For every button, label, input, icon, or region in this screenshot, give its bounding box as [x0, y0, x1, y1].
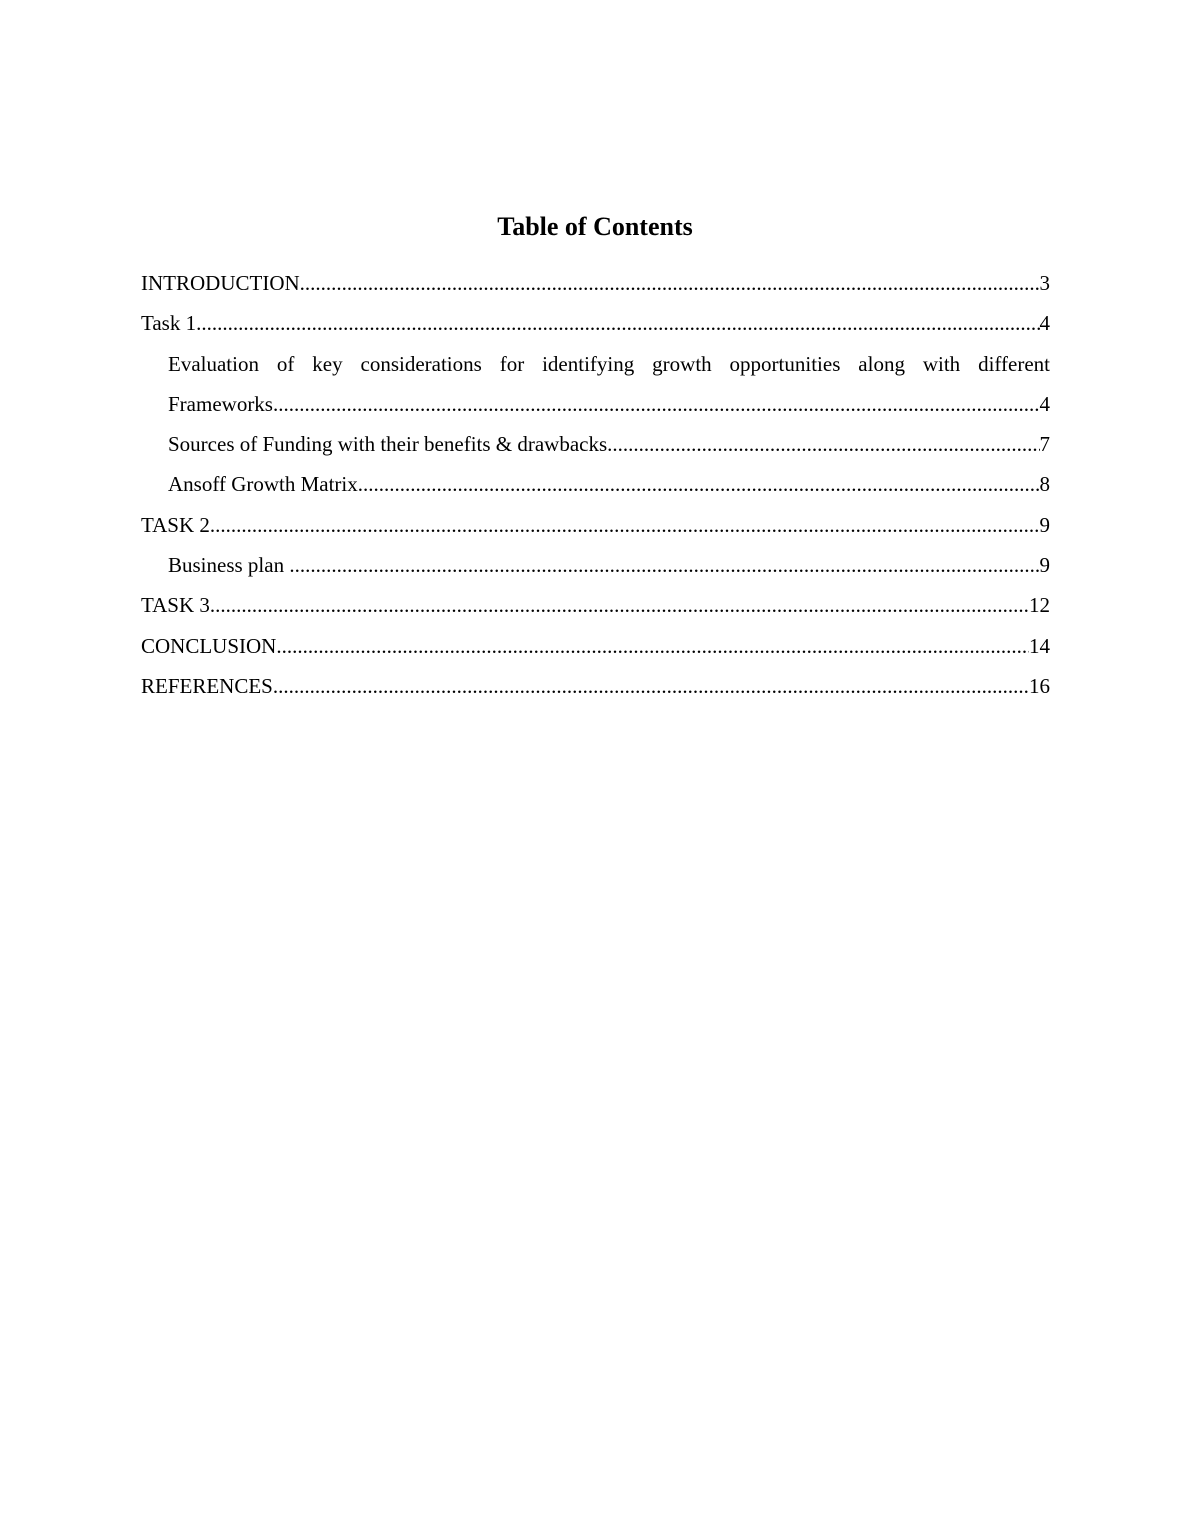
toc-entry-text: Task 1: [141, 311, 197, 336]
toc-dot-leader: [276, 626, 1029, 666]
toc-entry-ansoff-growth-matrix[interactable]: [141, 464, 1050, 504]
toc-page-number: 8: [1039, 472, 1050, 497]
toc-page-number: 12: [1029, 593, 1050, 618]
toc-dot-leader: [358, 464, 1040, 504]
toc-entry-task-1[interactable]: [141, 303, 1050, 343]
toc-page-number: 3: [1039, 271, 1050, 295]
toc-entry-text: TASK 2: [141, 512, 210, 537]
toc-dot-leader: [273, 666, 1029, 706]
toc-entry-text-line2: Frameworks: [168, 391, 273, 416]
toc-entry-text: REFERENCES: [141, 673, 273, 698]
toc-dot-leader: [210, 585, 1029, 625]
toc-dot-leader: [300, 263, 1040, 303]
toc-title: Table of Contents: [497, 212, 693, 241]
toc-entry-text: CONCLUSION: [141, 633, 277, 658]
toc-entry-business-plan[interactable]: [141, 545, 1050, 585]
toc-entry-introduction[interactable]: [141, 263, 1050, 303]
toc-entry-line2: [168, 384, 1050, 424]
toc-entry-evaluation-frameworks[interactable]: [141, 344, 1050, 425]
toc-entry-text: Business plan: [168, 553, 290, 578]
toc-list: [141, 263, 1050, 706]
toc-entry-text: INTRODUCTION: [141, 271, 300, 295]
toc-dot-leader: [273, 384, 1040, 424]
toc-entry-task-2[interactable]: [141, 505, 1050, 545]
toc-entry-text: Ansoff Growth Matrix: [168, 472, 358, 497]
toc-page-number: 7: [1039, 432, 1050, 457]
toc-page-number: 16: [1029, 673, 1050, 698]
toc-entry-sources-of-funding[interactable]: [141, 424, 1050, 464]
toc-page-number: 4: [1039, 311, 1050, 336]
toc-entry-text-line1: Evaluation of key considerations for identifying growth opportunities along with different: [168, 351, 1050, 376]
toc-page-number: 9: [1039, 512, 1050, 537]
toc-entry-references[interactable]: [141, 666, 1050, 706]
toc-dot-leader: [210, 505, 1040, 545]
toc-entry-text: Sources of Funding with their benefits & drawbacks: [168, 432, 608, 457]
toc-page-number: 14: [1029, 633, 1050, 658]
toc-entry-text: TASK 3: [141, 593, 210, 618]
toc-entry-task-3[interactable]: [141, 585, 1050, 625]
toc-dot-leader: [607, 424, 1039, 464]
toc-dot-leader: [196, 303, 1039, 343]
toc-page-number: 4: [1039, 391, 1050, 416]
toc-entry-conclusion[interactable]: [141, 626, 1050, 666]
toc-dot-leader: [289, 545, 1039, 585]
toc-page-number: 9: [1039, 553, 1050, 578]
